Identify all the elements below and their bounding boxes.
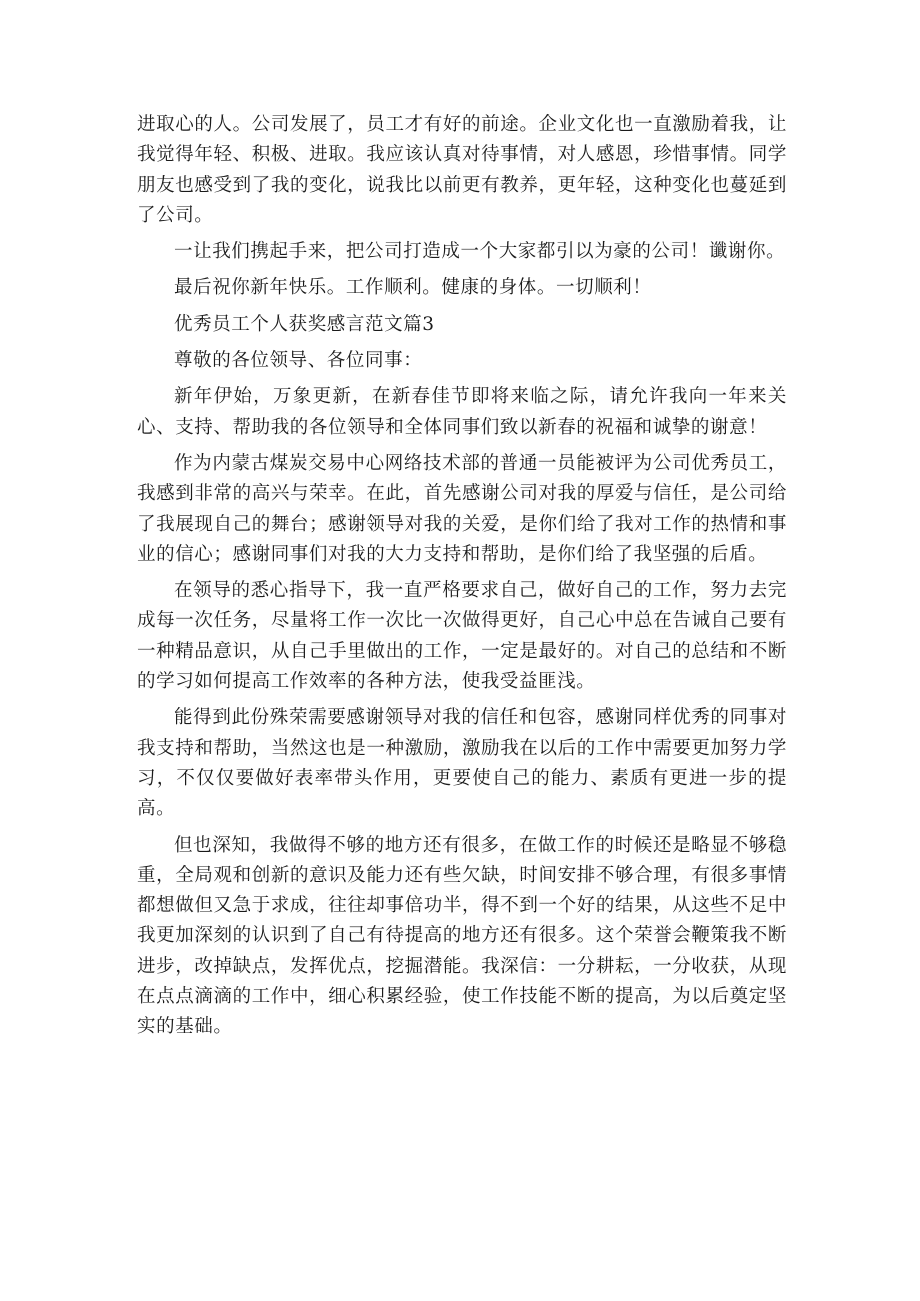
paragraph-shortcomings: 但也深知，我做得不够的地方还有很多，在做工作的时候还是略显不够稳重，全局观和创新的意识及能力还有些欠缺，时间安排不够合理，有很多事情都想做但又急于求成，往往却事倍功半，得不到一个好的结果，从这些不足中我更加深刻的认识到了自己有待提高的地方还有很多。这个荣誉会鞭策我不断进步，改掉缺点，发挥优点，挖掘潜能。我深信：一分耕耘，一分收获，从现在点点滴滴的工作中，细心积累经验，使工作技能不断的提高，为以后奠定坚实的基础。 <box>137 834 787 1038</box>
section-title: 优秀员工个人获奖感言范文篇3 <box>174 313 435 335</box>
paragraph-closing-call: 一让我们携起手来，把公司打造成一个大家都引以为豪的公司！谶谢你。 <box>174 241 786 263</box>
paragraph-gratitude: 作为内蒙古煤炭交易中心网络技术部的普通一员能被评为公司优秀员工，我感到非常的高兴与荣幸。在此，首先感谢公司对我的厚爱与信任，是公司给了我展现自己的舞台；感谢领导对我的关爱，是你们给了我对工作的热情和事业的信心；感谢同事们对我的大力支持和帮助，是你们给了我坚强的后盾。 <box>137 452 787 565</box>
paragraph-guidance: 在领导的悉心指导下，我一直严格要求自己，做好自己的工作，努力去完成每一次任务，尽量将工作一次比一次做得更好，自己心中总在告诫自己要有一种精品意识，从自己手里做出的工作，一定是最好的。对自己的总结和不断的学习如何提高工作效率的各种方法，使我受益匪浅。 <box>137 580 787 693</box>
paragraph-continuation: 进取心的人。公司发展了，员工才有好的前途。企业文化也一直激励着我，让我觉得年轻、积极、进取。我应该认真对待事情，对人感恩，珍惜事情。同学朋友也感受到了我的变化，说我比以前更有教养，更年轻，这种变化也蔓延到了公司。 <box>137 114 787 226</box>
paragraph-new-year-greeting: 新年伊始，万象更新，在新春佳节即将来临之际，请允许我向一年来关心、支持、帮助我的各位领导和全体同事们致以新春的祝福和诚挚的谢意！ <box>137 386 787 438</box>
salutation: 尊敬的各位领导、各位同事： <box>174 350 423 372</box>
paragraph-honor: 能得到此份殊荣需要感谢领导对我的信任和包容，感谢同样优秀的同事对我支持和帮助，当然这也是一种激励，激励我在以后的工作中需要更加努力学习，不仅仅要做好表率带头作用，更要使自己的能力、素质有更进一步的提高。 <box>137 707 787 820</box>
document-body <box>137 110 787 1049</box>
paragraph-wishes: 最后祝你新年快乐。工作顺利。健康的身体。一切顺利！ <box>174 277 652 299</box>
